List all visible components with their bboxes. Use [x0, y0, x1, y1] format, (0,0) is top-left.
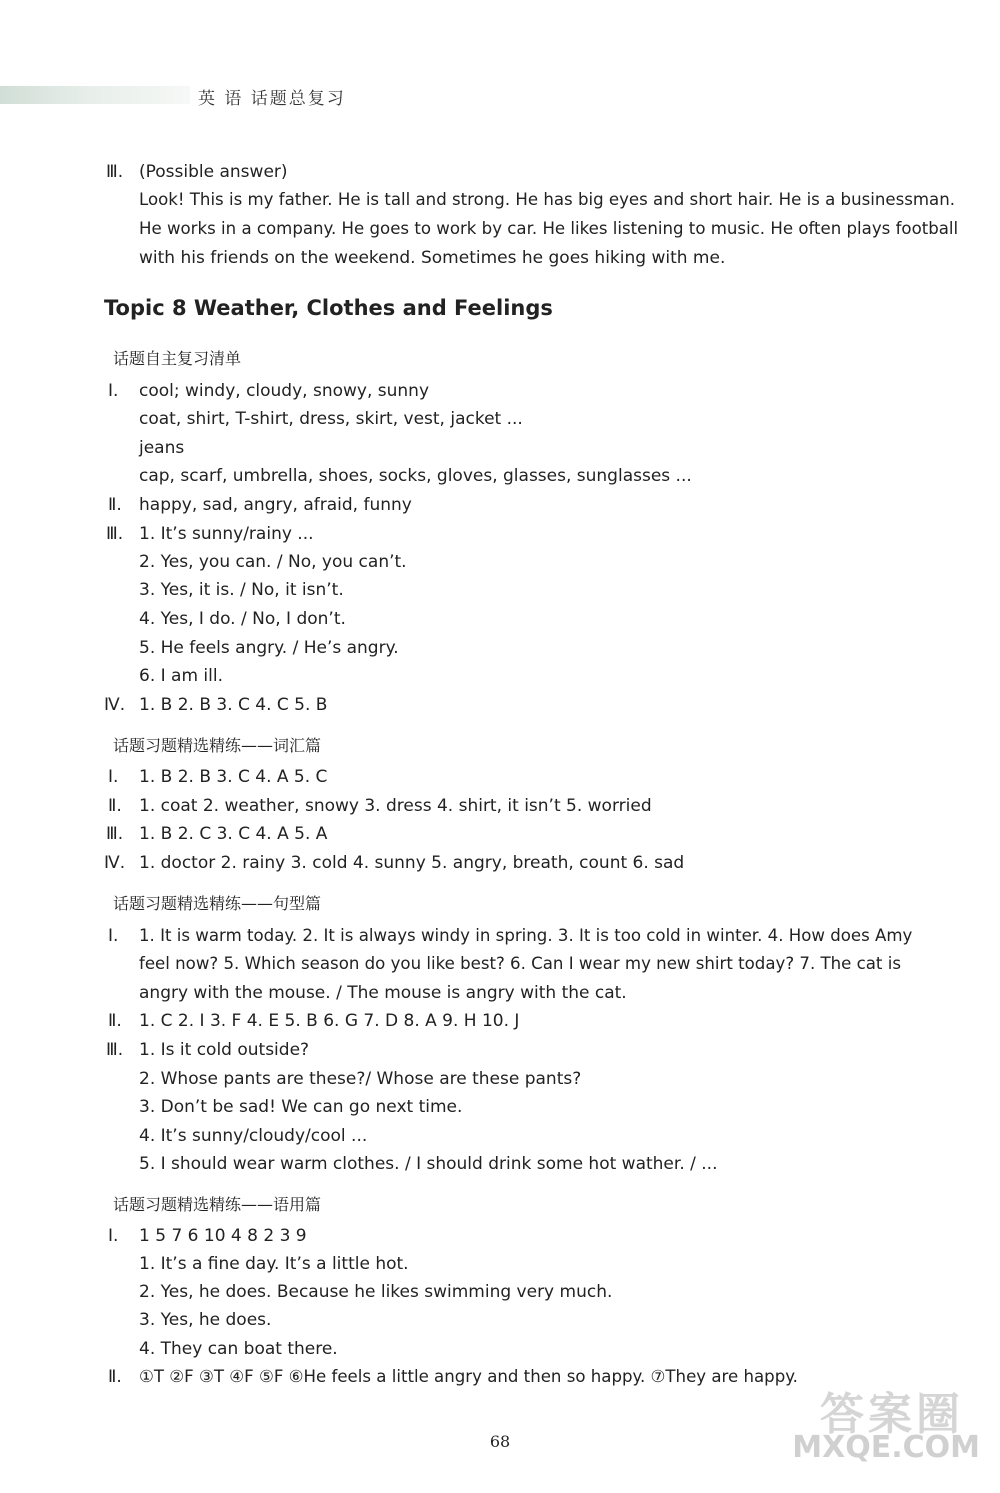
item-number: Ⅳ. [104, 853, 126, 873]
answer-line: 2. Yes, he does. Because he likes swimming very much. [139, 1282, 613, 1302]
answer-line: jeans [139, 438, 185, 458]
section-title: 话题习题精选精练——词汇篇 [113, 736, 322, 755]
answer-line: 1. It is warm today. 2. It is always windy in spring. 3. It is too cold in winter. 4. How does Amy [139, 926, 913, 945]
answer-line: 3. Don’t be sad! We can go next time. [139, 1097, 463, 1117]
watermark-url: MXQE.COM [792, 1430, 980, 1465]
answer-line: 1 5 7 6 10 4 8 2 3 9 [139, 1226, 307, 1246]
answer-line: 4. They can boat there. [139, 1339, 338, 1359]
answer-line: coat, shirt, T-shirt, dress, skirt, vest, jacket ... [139, 409, 523, 429]
answer-line: 1. B 2. B 3. C 4. C 5. B [139, 695, 328, 715]
answer-line: 3. Yes, it is. / No, it isn’t. [139, 580, 344, 600]
answer-line: 1. B 2. C 3. C 4. A 5. A [139, 824, 328, 844]
answer-line: angry with the mouse. / The mouse is angry with the cat. [139, 983, 627, 1003]
item-number: Ⅰ. [108, 767, 119, 787]
item-number: Ⅰ. [108, 926, 119, 946]
answer-line: 1. C 2. I 3. F 4. E 5. B 6. G 7. D 8. A 9. H 10. J [139, 1011, 520, 1031]
section-title: 话题自主复习清单 [113, 349, 242, 368]
answer-line: 1. B 2. B 3. C 4. A 5. C [139, 767, 328, 787]
intro-line: Look! This is my father. He is tall and strong. He has big eyes and short hair. He is a businessman. [139, 190, 955, 209]
answer-line: 1. doctor 2. rainy 3. cold 4. sunny 5. angry, breath, count 6. sad [139, 853, 685, 873]
page-header [0, 80, 420, 112]
item-number: Ⅱ. [108, 495, 122, 515]
answer-line: 4. Yes, I do. / No, I don’t. [139, 609, 346, 629]
intro-heading: (Possible answer) [139, 162, 288, 182]
section-title: 话题习题精选精练——语用篇 [113, 1195, 322, 1214]
answer-line: 5. I should wear warm clothes. / I should drink some hot wather. / ... [139, 1154, 718, 1174]
item-number: Ⅳ. [104, 695, 126, 715]
answer-line: feel now? 5. Which season do you like best? 6. Can I wear my new shirt today? 7. The cat is [139, 954, 901, 973]
answer-line: 1. coat 2. weather, snowy 3. dress 4. shirt, it isn’t 5. worried [139, 796, 652, 816]
answer-line: 1. Is it cold outside? [139, 1040, 310, 1060]
answer-line: 6. I am ill. [139, 666, 223, 686]
watermark-text: 答案圈 [820, 1389, 964, 1440]
answer-line: 3. Yes, he does. [139, 1310, 272, 1330]
answer-line: 4. It’s sunny/cloudy/cool ... [139, 1126, 368, 1146]
item-number: Ⅱ. [108, 1367, 122, 1387]
answer-line: 2. Yes, you can. / No, you can’t. [139, 552, 407, 572]
header-decoration [0, 86, 190, 104]
item-number: Ⅰ. [108, 1226, 119, 1246]
answer-line: ①T ②F ③T ④F ⑤F ⑥He feels a little angry and then so happy. ⑦They are happy. [139, 1367, 798, 1386]
answer-line: cool; windy, cloudy, snowy, sunny [139, 381, 430, 401]
item-number: Ⅰ. [108, 381, 119, 401]
page-number: 68 [489, 1432, 511, 1451]
answer-line: 5. He feels angry. / He’s angry. [139, 638, 399, 658]
header-title: 英 语 话题总复习 [198, 89, 346, 109]
answer-line: 1. It’s sunny/rainy ... [139, 524, 314, 544]
item-number: Ⅱ. [108, 796, 122, 816]
answer-line: 1. It’s a fine day. It’s a little hot. [139, 1254, 409, 1274]
item-number: Ⅲ. [106, 1040, 124, 1060]
answer-line: happy, sad, angry, afraid, funny [139, 495, 412, 515]
answer-line: 2. Whose pants are these?/ Whose are these pants? [139, 1069, 582, 1089]
watermark-logo [736, 1378, 986, 1473]
item-number: Ⅲ. [106, 824, 124, 844]
intro-line: He works in a company. He goes to work by car. He likes listening to music. He often plays football [139, 219, 959, 238]
item-number: Ⅱ. [108, 1011, 122, 1031]
item-number: Ⅲ. [106, 162, 124, 182]
topic-title: Topic 8 Weather, Clothes and Feelings [104, 296, 553, 320]
intro-line: with his friends on the weekend. Sometimes he goes hiking with me. [139, 248, 726, 268]
answer-line: cap, scarf, umbrella, shoes, socks, gloves, glasses, sunglasses ... [139, 466, 692, 486]
item-number: Ⅲ. [106, 524, 124, 544]
section-title: 话题习题精选精练——句型篇 [113, 894, 322, 913]
